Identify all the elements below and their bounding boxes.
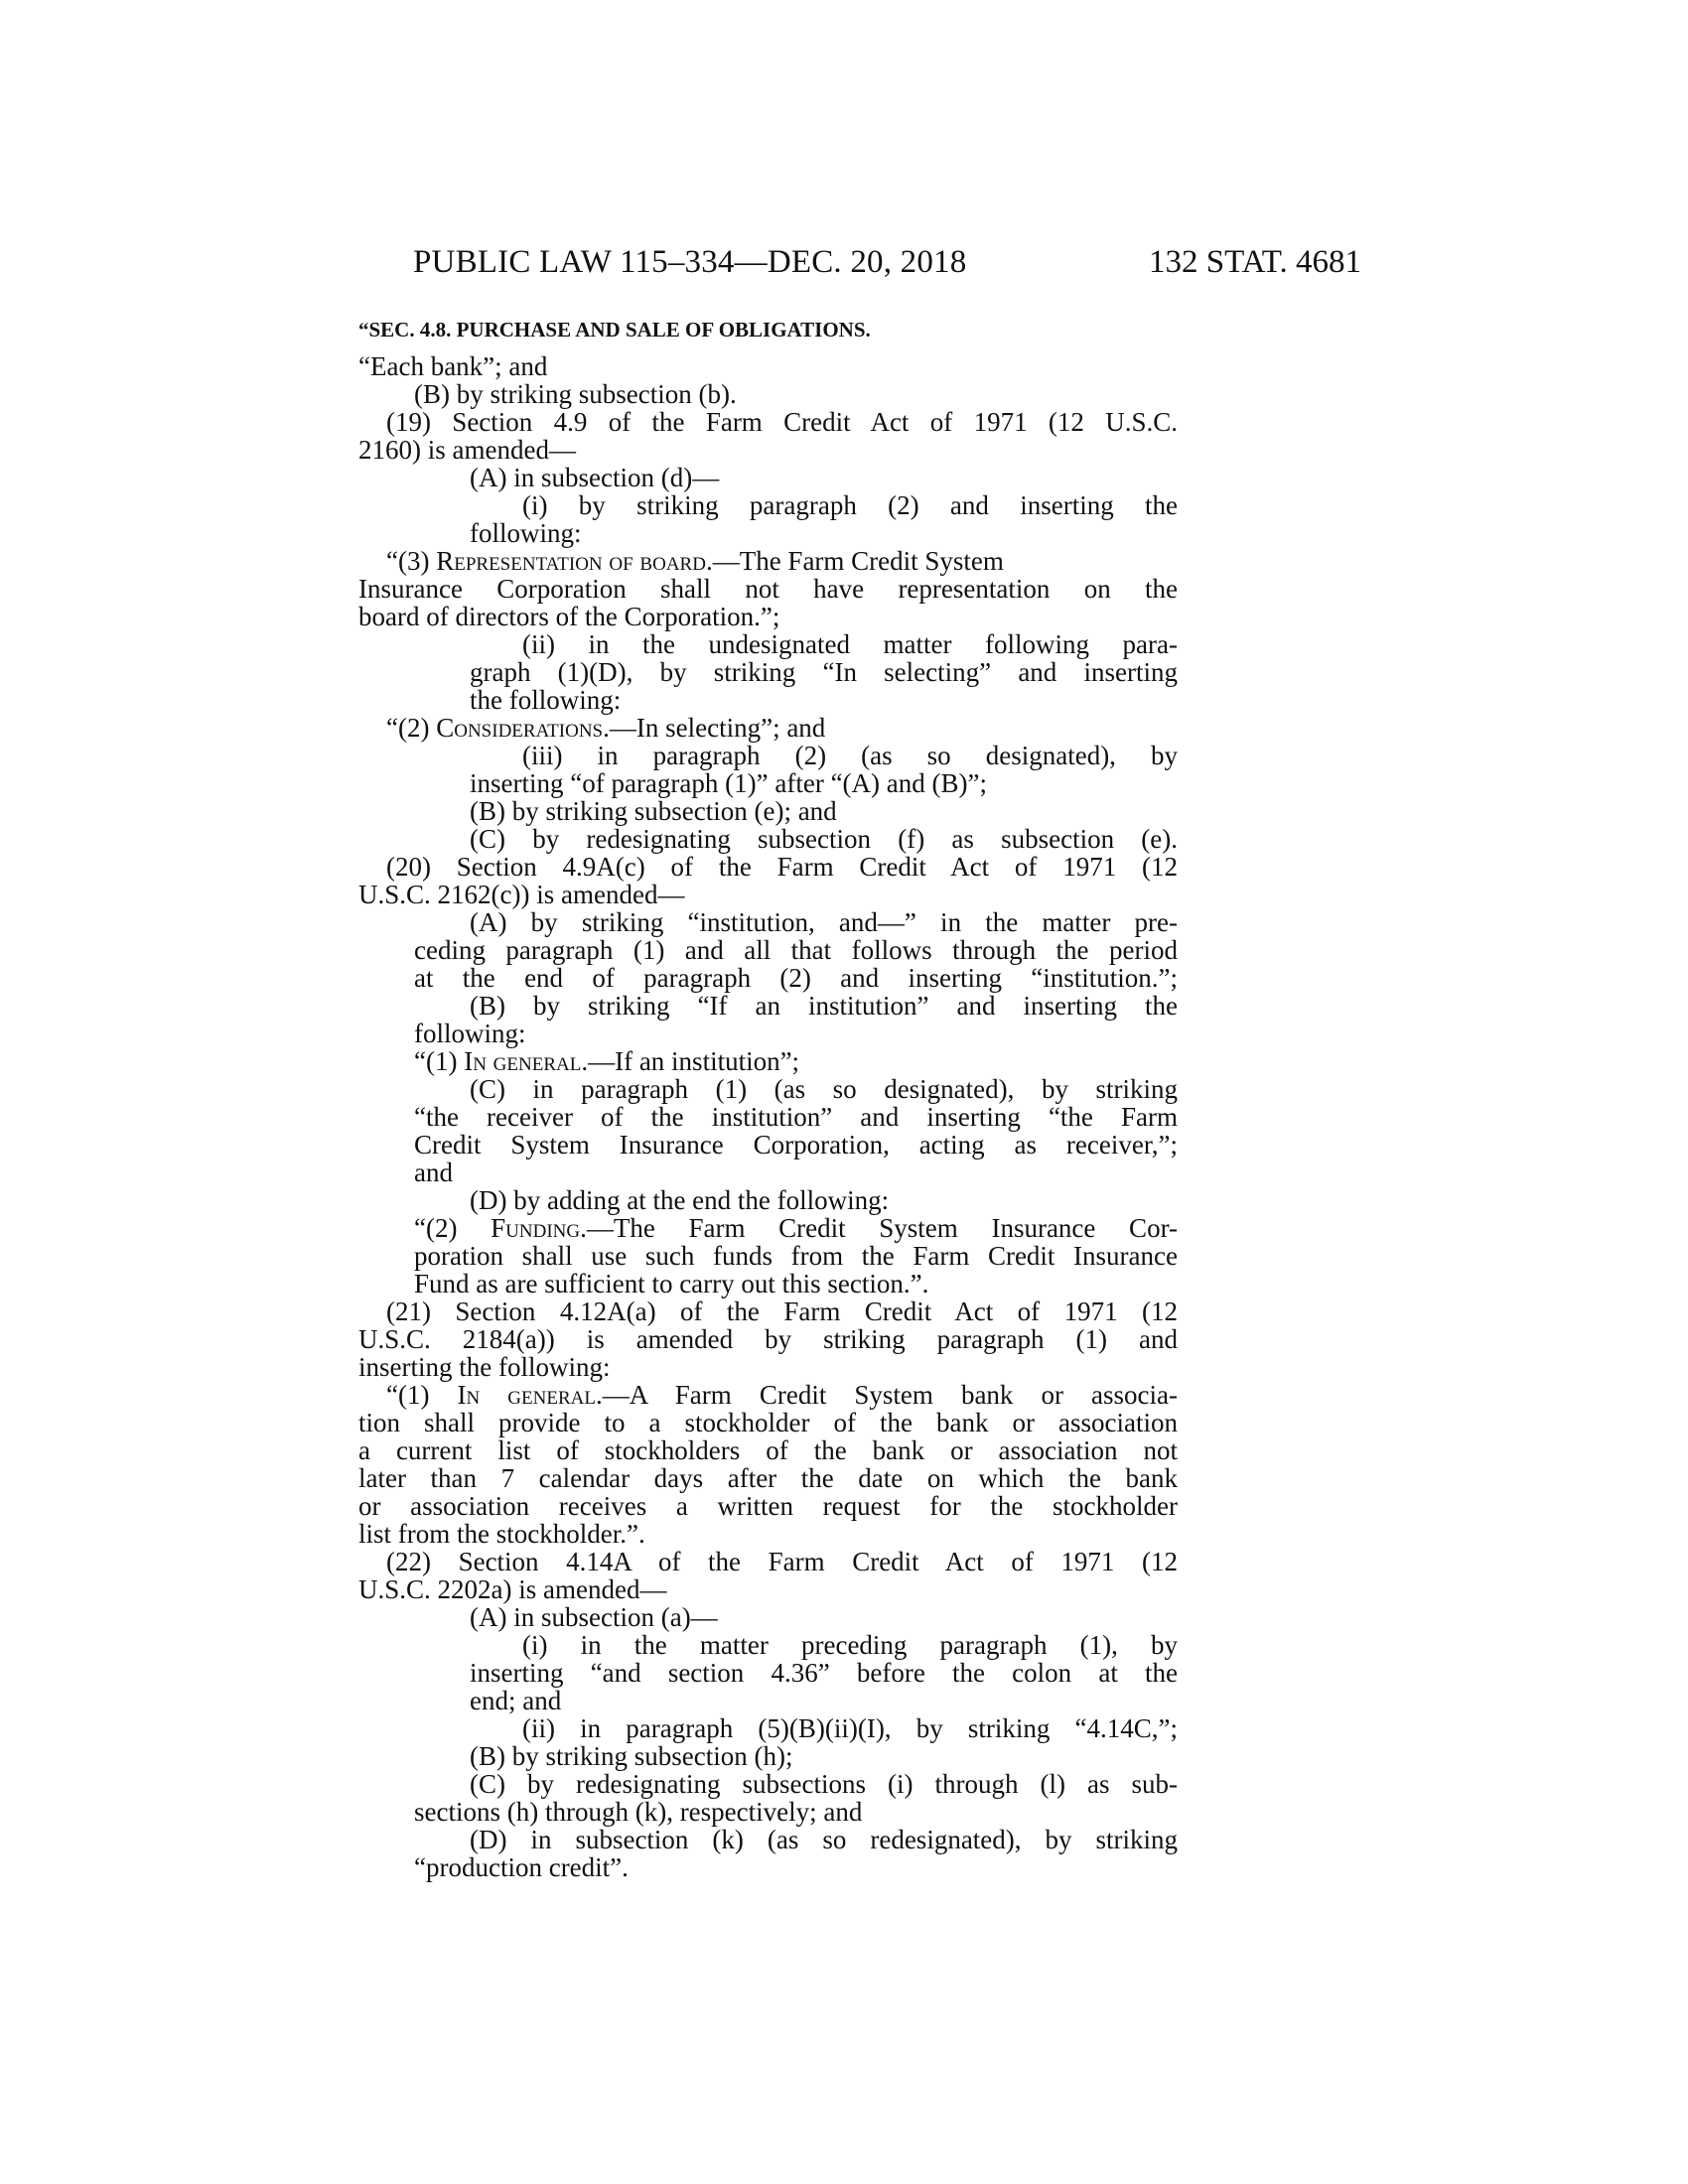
text-line: (19) Section 4.9 of the Farm Credit Act of 1971 (12 U.S.C.	[386, 407, 1178, 437]
definition-text: .—In selecting”; and	[603, 713, 826, 743]
definition-term: Considerations	[436, 713, 604, 743]
text-line: (21) Section 4.12A(a) of the Farm Credit Act of 1971 (12	[386, 1297, 1178, 1326]
text-line: (B) by striking “If an institution” and inserting the	[470, 991, 1178, 1021]
text-line: or association receives a written request for the stockholder	[358, 1491, 1178, 1521]
text-line: poration shall use such funds from the Farm Credit Insurance	[414, 1241, 1178, 1271]
text-line: (ii) in the undesignated matter following para-	[522, 629, 1178, 659]
text-line: (20) Section 4.9A(c) of the Farm Credit Act of 1971 (12	[386, 852, 1178, 882]
text-line: (C) by redesignating subsections (i) through (l) as sub-	[470, 1769, 1178, 1799]
text-line: (B) by striking subsection (h);	[470, 1741, 793, 1771]
text-line: ceding paragraph (1) and all that follows through the period	[414, 935, 1178, 965]
definition-number: “(2)	[386, 713, 437, 743]
text-line: inserting the following:	[358, 1352, 611, 1382]
text-line: “production credit”.	[414, 1852, 629, 1882]
definition-number: “(1)	[414, 1046, 465, 1076]
definition-number: “(3)	[386, 546, 437, 576]
definition-line	[414, 1214, 1178, 1242]
text-line: U.S.C. 2162(c)) is amended—	[358, 880, 685, 909]
page-header-stat: 132 STAT. 4681	[1149, 244, 1362, 280]
text-line: (A) by striking “institution, and—” in the matter pre-	[470, 907, 1178, 937]
text-line: (A) in subsection (d)—	[470, 463, 720, 492]
definition-line	[414, 1047, 799, 1075]
text-line: sections (h) through (k), respectively; and	[414, 1797, 863, 1827]
text-line: (A) in subsection (a)—	[470, 1602, 718, 1632]
definition-text: .—If an institution”;	[581, 1046, 800, 1076]
text-line: U.S.C. 2202a) is amended—	[358, 1574, 667, 1604]
text-line: later than 7 calendar days after the date on which the bank	[358, 1463, 1178, 1493]
text-line: (D) by adding at the end the following:	[470, 1185, 890, 1215]
text-line: U.S.C. 2184(a)) is amended by striking paragraph (1) and	[358, 1324, 1178, 1354]
definition-number: “(2)	[414, 1213, 492, 1243]
definition-number: “(1)	[386, 1380, 458, 1410]
text-line: (B) by striking subsection (b).	[414, 379, 737, 409]
text-line: Credit System Insurance Corporation, acting as receiver,”;	[414, 1130, 1178, 1160]
text-line: and	[414, 1158, 453, 1187]
definition-text: .—The Farm Credit System Insurance Cor-	[580, 1213, 1179, 1243]
definition-text: .—A Farm Credit System bank or associa-	[595, 1380, 1179, 1410]
text-line: graph (1)(D), by striking “In selecting” and inserting	[470, 657, 1178, 687]
text-line: “Each bank”; and	[358, 351, 548, 381]
text-line: following:	[414, 1019, 526, 1048]
definition-line	[386, 547, 1004, 575]
text-line: tion shall provide to a stockholder of the bank or association	[358, 1408, 1178, 1437]
definition-line	[386, 714, 825, 742]
text-line: (i) by striking paragraph (2) and inserting the	[522, 490, 1178, 520]
text-line: Fund as are sufficient to carry out this section.”.	[414, 1269, 929, 1298]
text-line: (ii) in paragraph (5)(B)(ii)(I), by striking “4.14C,”;	[522, 1713, 1178, 1743]
text-line: board of directors of the Corporation.”;	[358, 602, 780, 631]
text-line: inserting “and section 4.36” before the colon at the	[470, 1658, 1178, 1688]
text-line: (iii) in paragraph (2) (as so designated), by	[522, 741, 1178, 770]
definition-term: Funding	[491, 1213, 581, 1243]
text-line: list from the stockholder.”.	[358, 1519, 645, 1549]
definition-line	[386, 1381, 1178, 1409]
definition-term: In general	[464, 1046, 582, 1076]
text-line: “the receiver of the institution” and inserting “the Farm	[414, 1102, 1178, 1132]
definition-term: In general	[457, 1380, 596, 1410]
text-line: (i) in the matter preceding paragraph (1), by	[522, 1630, 1178, 1660]
text-line: (C) in paragraph (1) (as so designated), by striking	[470, 1074, 1178, 1104]
text-line: (B) by striking subsection (e); and	[470, 796, 837, 826]
text-line: the following:	[470, 685, 622, 715]
text-line: (C) by redesignating subsection (f) as subsection (e).	[470, 824, 1178, 854]
text-line: Insurance Corporation shall not have representation on the	[358, 574, 1178, 604]
page-header-title: PUBLIC LAW 115–334—DEC. 20, 2018	[413, 244, 967, 280]
text-line: (D) in subsection (k) (as so redesignated), by striking	[470, 1825, 1178, 1854]
text-line: end; and	[470, 1686, 562, 1715]
text-line: a current list of stockholders of the bank or association not	[358, 1435, 1178, 1465]
text-line: 2160) is amended—	[358, 435, 576, 465]
section-heading: “SEC. 4.8. PURCHASE AND SALE OF OBLIGATIONS.	[358, 318, 871, 341]
text-line: at the end of paragraph (2) and inserting “institution.”;	[414, 963, 1178, 993]
text-line: following:	[470, 518, 582, 548]
definition-text: .—The Farm Credit System	[705, 546, 1004, 576]
text-line: inserting “of paragraph (1)” after “(A) and (B)”;	[470, 768, 987, 798]
definition-term: Representation of board	[436, 546, 706, 576]
text-line: (22) Section 4.14A of the Farm Credit Act of 1971 (12	[386, 1547, 1178, 1576]
